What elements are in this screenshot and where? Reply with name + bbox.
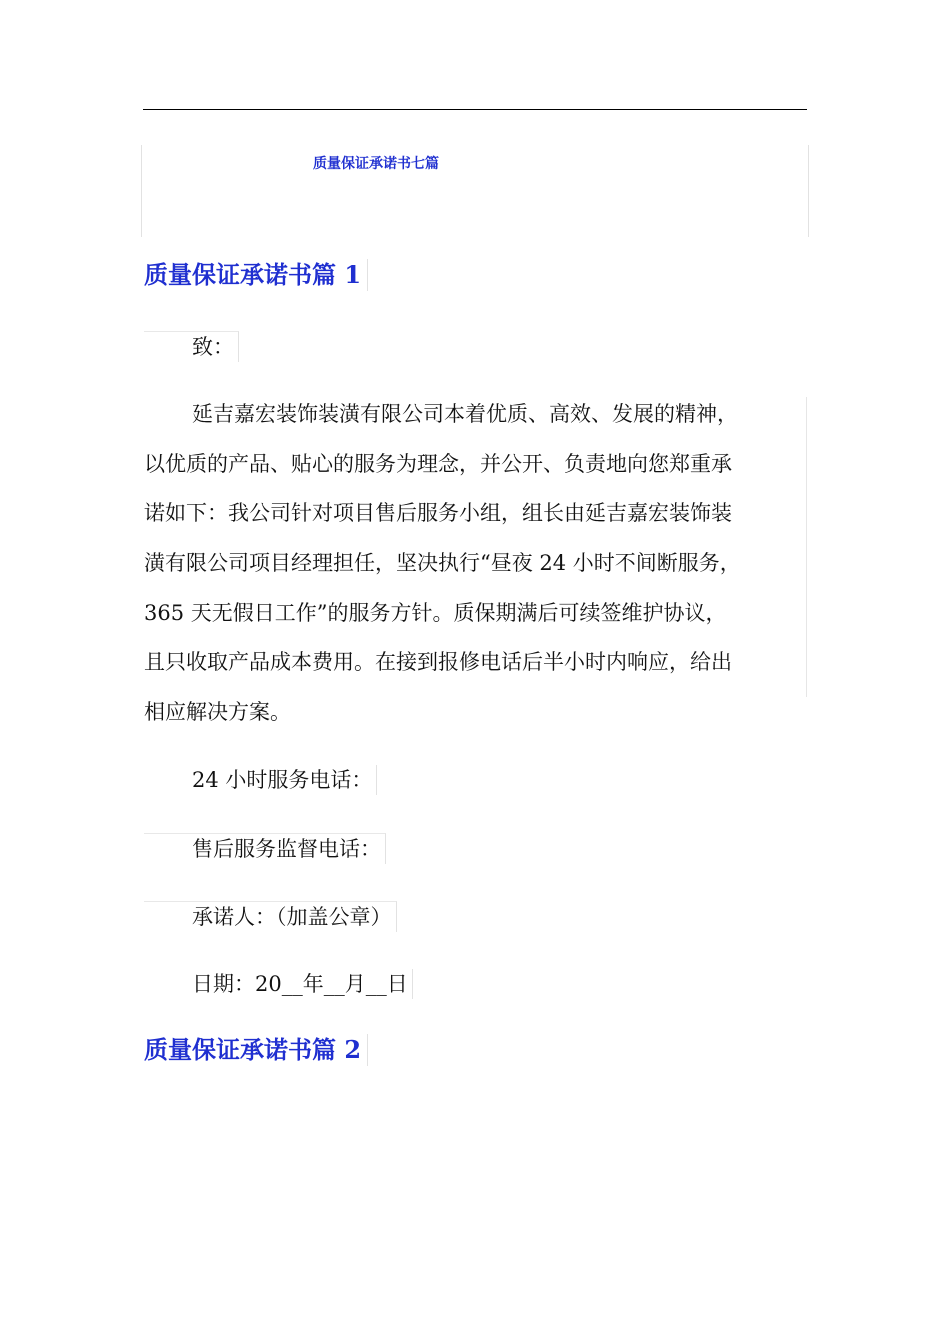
service-hotline-text: 24 小时服务电话： [192,768,373,792]
paragraph-line: 延吉嘉宏装饰装潢有限公司本着优质、高效、发展的精神， [192,402,738,426]
date-line [144,969,413,999]
promisor-line [144,901,397,932]
paragraph-edge [806,397,807,697]
body-paragraph [144,397,806,745]
paragraph-line: 365 天无假日工作”的服务方针。质保期满后可续签维护协议， [144,600,727,625]
paragraph-line: 且只收取产品成本费用。在接到报修电话后半小时内响应，给出 [144,650,732,675]
paragraph-line: 相应解决方案。 [144,700,291,725]
service-hotline [144,765,377,795]
toc-title-link[interactable]: 质量保证承诺书七篇 [313,156,439,172]
supervision-phone [144,833,386,864]
section-heading-2: 质量保证承诺书篇 2 [144,1034,368,1066]
salutation [144,331,239,362]
header-rule [143,109,807,110]
date-text: 日期：20__年__月__日 [192,972,408,996]
section-heading-1: 质量保证承诺书篇 1 [144,259,368,291]
salutation-text: 致： [192,335,234,359]
paragraph-line: 潢有限公司项目经理担任，坚决执行“昼夜 24 小时不间断服务， [144,551,741,576]
promisor-text: 承诺人：（加盖公章） [192,905,392,929]
paragraph-line: 以优质的产品、贴心的服务为理念，并公开、负责地向您郑重承 [144,451,732,476]
toc-box [141,145,809,237]
supervision-phone-text: 售后服务监督电话： [192,837,381,861]
paragraph-line: 诺如下：我公司针对项目售后服务小组，组长由延吉嘉宏装饰装 [144,501,732,526]
